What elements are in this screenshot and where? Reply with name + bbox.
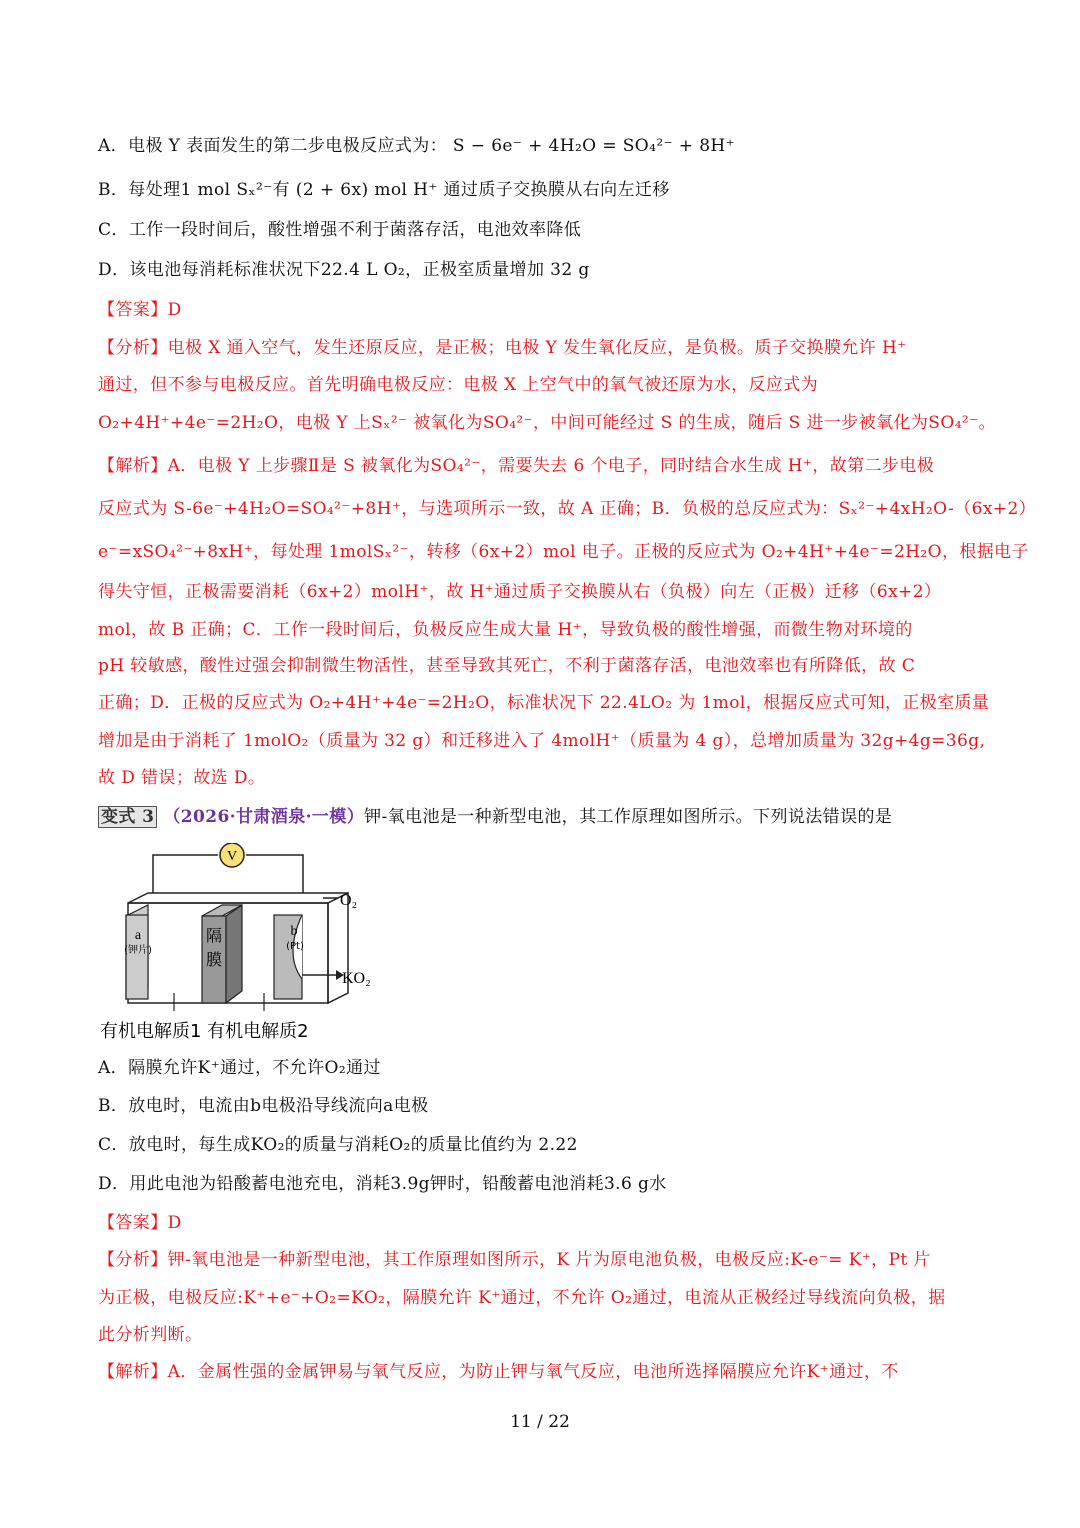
prev-explanation-line: e⁻=xSO₄²⁻+8xH⁺，每处理 1molSₓ²⁻，转移（6x+2）mol 电子。正极的反应式为 O₂+4H⁺+4e⁻=2H₂O，根据电子 xyxy=(98,542,1029,562)
prev-explanation-line: 得失守恒，正极需要消耗（6x+2）molH⁺，故 H⁺通过质子交换膜从右（负极）向左（正极）迁移（6x+2） xyxy=(98,582,942,602)
prev-analysis-line: 【分析】电极 X 通入空气，发生还原反应，是正极；电极 Y 发生氧化反应，是负极。质子交换膜允许 H⁺ xyxy=(98,338,907,358)
page-number: 11 / 22 xyxy=(510,1412,570,1432)
variant-answer: 【答案】D xyxy=(98,1213,182,1233)
prev-explanation-line: 故 D 错误；故选 D。 xyxy=(98,768,266,788)
voltmeter-label: V xyxy=(226,849,238,864)
ko2-label: KO₂ xyxy=(342,970,371,987)
prev-answer: 【答案】D xyxy=(98,300,182,320)
variant-option-d: D．用此电池为铅酸蓄电池充电，消耗3.9g钾时，铅酸蓄电池消耗3.6 g水 xyxy=(98,1174,667,1194)
variant-option-a: A．隔膜允许K⁺通过，不允许O₂通过 xyxy=(98,1058,381,1078)
variant-option-c: C．放电时，每生成KO₂的质量与消耗O₂的质量比值约为 2.22 xyxy=(98,1135,578,1155)
variant-question: 钾-氧电池是一种新型电池，其工作原理如图所示。下列说法错误的是 xyxy=(364,807,893,827)
prev-option-b: B．每处理1 mol Sₓ²⁻有 (2 + 6x) mol H⁺ 通过质子交换膜从右向左迁移 xyxy=(98,180,670,200)
electrode-b-label: b xyxy=(290,924,298,939)
prev-explanation-line: 增加是由于消耗了 1molO₂（质量为 32 g）和迁移进入了 4molH⁺（质量为 4 g），总增加质量为 32g+4g=36g, xyxy=(98,731,986,751)
variant-analysis-line: 此分析判断。 xyxy=(98,1325,203,1345)
prev-explanation-line: pH 较敏感，酸性过强会抑制微生物活性，甚至导致其死亡，不利于菌落存活，电池效率也有所降低，故 C xyxy=(98,656,916,676)
battery-diagram xyxy=(98,843,398,1043)
prev-option-a: A．电极 Y 表面发生的第二步电极反应式为： S − 6e⁻ + 4H₂O = SO₄²⁻ + 8H⁺ xyxy=(98,136,736,156)
electrode-b-note: (Pt) xyxy=(286,941,304,952)
prev-explanation-line: mol，故 B 正确；C．工作一段时间后，负极反应生成大量 H⁺，导致负极的酸性增强，而微生物对环境的 xyxy=(98,620,913,640)
variant-explanation-line: 【解析】A．金属性强的金属钾易与氧气反应，为防止钾与氧气反应，电池所选择隔膜应允许K⁺通过，不 xyxy=(98,1362,899,1382)
variant-analysis-line: 为正极，电极反应:K⁺+e⁻+O₂=KO₂，隔膜允许 K⁺通过，不允许 O₂通过，电流从正极经过导线流向负极，据 xyxy=(98,1288,946,1308)
prev-option-c: C．工作一段时间后，酸性增强不利于菌落存活，电池效率降低 xyxy=(98,220,582,240)
variant-option-b: B．放电时，电流由b电极沿导线流向a电极 xyxy=(98,1096,429,1116)
electrode-a-label: a xyxy=(134,928,142,943)
prev-explanation-line: 正确；D．正极的反应式为 O₂+4H⁺+4e⁻=2H₂O，标准状况下 22.4LO₂ 为 1mol，根据反应式可知，正极室质量 xyxy=(98,693,990,713)
variant-source: （2026·甘肃酒泉·一模） xyxy=(163,807,365,827)
electrode-a-note: (钾片) xyxy=(124,945,152,956)
variant-tag: 变式 3 xyxy=(98,806,157,828)
variant-analysis-line: 【分析】钾-氧电池是一种新型电池，其工作原理如图所示，K 片为原电池负极，电极反应:K-e⁻= K⁺，Pt 片 xyxy=(98,1250,931,1270)
prev-option-d: D．该电池每消耗标准状况下22.4 L O₂，正极室质量增加 32 g xyxy=(98,260,590,280)
svg-text:膜: 膜 xyxy=(205,950,223,969)
prev-analysis-line: O₂+4H⁺+4e⁻=2H₂O，电极 Y 上Sₓ²⁻ 被氧化为SO₄²⁻，中间可能经过 S 的生成，随后 S 进一步被氧化为SO₄²⁻。 xyxy=(98,413,996,433)
variant3-stem xyxy=(98,804,984,830)
electrolyte-caption: 有机电解质1 有机电解质2 xyxy=(100,1021,309,1042)
o2-label: O₂ xyxy=(340,892,358,909)
prev-explanation-line: 【解析】A．电极 Y 上步骤Ⅱ是 S 被氧化为SO₄²⁻，需要失去 6 个电子，同时结合水生成 H⁺，故第二步电极 xyxy=(98,456,935,476)
prev-analysis-line: 通过，但不参与电极反应。首先明确电极反应：电极 X 上空气中的氧气被还原为水，反应式为 xyxy=(98,375,819,395)
prev-explanation-line: 反应式为 S-6e⁻+4H₂O=SO₄²⁻+8H⁺，与选项所示一致，故 A 正确；B．负极的总反应式为：Sₓ²⁻+4xH₂O-（6x+2） xyxy=(98,499,1037,519)
svg-text:隔: 隔 xyxy=(205,926,223,945)
